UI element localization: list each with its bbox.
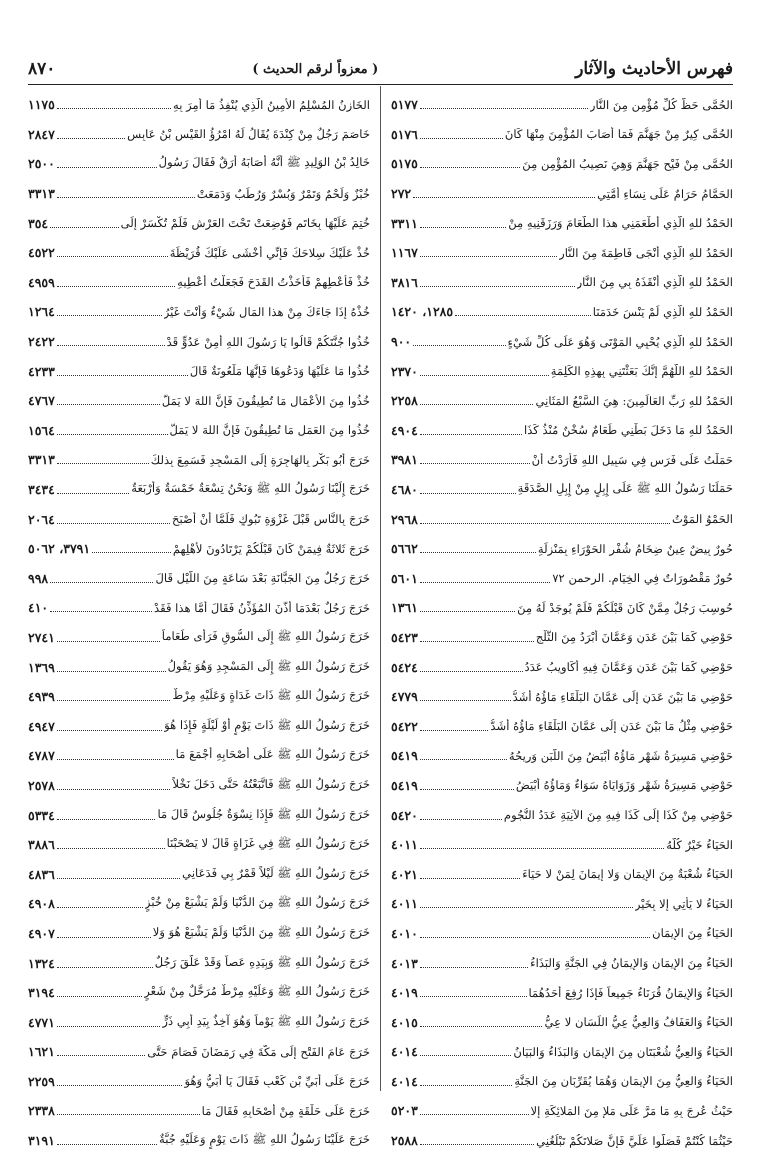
dot-leader	[420, 967, 528, 968]
left-column	[28, 90, 370, 1155]
dot-leader	[57, 1144, 157, 1145]
dot-leader	[57, 1055, 145, 1056]
index-entry	[28, 948, 370, 978]
hadith-text: خَرَجَ رَجُلٌ بَعْدَمَا أَذَّنَ المُؤَذِّنُ فَقَالَ أَمَّا هذا فَقَدْ	[154, 600, 370, 615]
index-entry	[391, 356, 733, 386]
dot-leader	[420, 1114, 529, 1115]
index-entry	[28, 889, 370, 919]
hadith-text: خَالِدُ بْنُ الوَلِيدِ ﷺ أَنَّهُ أَصَابَهُ أَرَقٌ فَقَالَ رَسُولُ	[158, 155, 370, 170]
hadith-text: الحَيَاءُ مِنَ الإِيمَانِ	[652, 926, 733, 941]
hadith-text: الحَيَاءُ خَيْرٌ كُلُّهُ	[666, 837, 733, 852]
index-entry	[28, 534, 370, 564]
index-entry	[28, 327, 370, 357]
hadith-text: خُذْ فَأَعْطِهِمْ فَأَخَذْتُ القَدَحَ فَجَعَلْتُ أُعْطِيهِ	[177, 275, 370, 290]
hadith-text: خَرَجَ إِلَيْنَا رَسُولُ اللهِ ﷺ وَنَحْنُ تِسْعَةٌ خَمْسَةٌ وَأَرْبَعَةٌ	[131, 481, 370, 496]
dot-leader	[420, 167, 520, 168]
hadith-number: ١٥٦٤	[28, 422, 55, 438]
hadith-number: ٢٢٥٨	[391, 393, 418, 409]
hadith-text: الحَمْدُ للهِ الَّذِي أَنْجَى فَاطِمَةَ مِنَ النَّارِ	[559, 245, 733, 260]
hadith-number: ٤٠١١	[391, 837, 418, 853]
dot-leader	[420, 463, 530, 464]
hadith-number: ٤١٠	[28, 600, 49, 616]
hadith-number: ٥١٧٦	[391, 126, 418, 142]
index-entry	[28, 149, 370, 179]
index-entry	[391, 534, 733, 564]
hadith-text: خَرَجَ رَسُولُ اللهِ ﷺ فِي غَزَاةٍ قَالَ لا يَصْحَبْنَا	[166, 836, 370, 851]
dot-leader	[50, 611, 152, 612]
index-entry	[28, 771, 370, 801]
index-entry	[28, 1126, 370, 1155]
hadith-text: الحُمَّى مِنْ فَيْحِ جَهَنَّمَ وَهِيَ نَصِيبُ المُؤْمِنِ مِنَ	[522, 156, 733, 171]
hadith-text: خَرَجَ عَلَى حَلْقَةٍ مِنْ أَصْحَابِهِ فَقَالَ مَا	[201, 1103, 370, 1118]
dot-leader	[420, 789, 514, 790]
index-entry	[28, 120, 370, 150]
hadith-text: خُتِمَ عَلَيْهَا بِخَاتَمٍ فَوُضِعَتْ تَحْتَ العَرْشِ فَلَمْ تُكْسَرْ إِلَى	[120, 216, 370, 231]
dot-leader	[420, 1026, 543, 1027]
hadith-number: ٤٠٢١	[391, 866, 418, 882]
hadith-text: الحَيَاءُ شُعْبَةٌ مِنَ الإِيمَانِ وَلا إِيمَانَ لِمَنْ لا حَيَاءَ	[522, 867, 733, 882]
dot-leader	[57, 848, 165, 849]
dot-leader	[57, 878, 180, 879]
hadith-text: خَرَجَ رَسُولُ اللهِ ﷺ وَعَلَيْهِ مِرْطٌ مُرَحَّلٌ مِنْ شَعْرٍ	[144, 984, 370, 999]
index-entry	[28, 475, 370, 505]
index-entry	[391, 386, 733, 416]
index-entry	[28, 593, 370, 623]
dot-leader	[57, 167, 157, 168]
dot-leader	[57, 523, 170, 524]
dot-leader	[420, 108, 588, 109]
index-entry	[391, 800, 733, 830]
hadith-number: ٤٧٨٧	[28, 748, 55, 764]
hadith-number: ٥٢٠٣	[391, 1103, 418, 1119]
hadith-number: ٢٥٨٨	[391, 1133, 418, 1149]
hadith-text: خُذُوا مِنَ الأَعْمَالِ مَا تُطِيقُونَ فَإِنَّ اللهَ لا يَمَلُّ	[161, 393, 370, 408]
dot-leader	[420, 611, 515, 612]
index-entry	[391, 297, 733, 327]
hadith-text: خَرَجَ رَجُلٌ مِنَ الجَبَّانَةِ بَعْدَ سَاعَةٍ مِنَ اللَّيْلِ قَالَ	[155, 571, 370, 586]
hadith-number: ٤٠١١	[391, 896, 418, 912]
hadith-text: خَرَجَ رَسُولُ اللهِ ﷺ مِنَ الدُّنْيَا وَلَمْ يَشْبَعْ هُوَ وَلا	[152, 924, 370, 939]
dot-leader	[420, 671, 523, 672]
column-divider	[380, 86, 381, 1091]
dot-leader	[57, 434, 168, 435]
index-entry	[391, 889, 733, 919]
index-entry	[28, 830, 370, 860]
index-entry	[28, 90, 370, 120]
hadith-number: ٥١٧٥	[391, 156, 418, 172]
hadith-number: ١٣٦١	[391, 600, 418, 616]
index-entry	[28, 652, 370, 682]
hadith-text: خَرَجَ رَسُولُ اللهِ ﷺ يَوْماً وَهُوَ آخِذٌ بِيَدِ أَبِي ذَرٍّ	[162, 1013, 370, 1028]
hadith-number: ٤٩٣٩	[28, 689, 55, 705]
hadith-number: ٣٣١١	[391, 215, 418, 231]
page-number: ٨٧٠	[28, 59, 56, 79]
hadith-text: خَرَجَ رَسُولُ اللهِ ﷺ عَلَى أَصْحَابِهِ أَجْمَعَ مَا	[175, 747, 370, 762]
right-column	[391, 90, 733, 1155]
index-entry	[391, 327, 733, 357]
index-entry	[391, 238, 733, 268]
hadith-number: ٤٠١٠	[391, 925, 418, 941]
hadith-number: ١٢٨٥، ١٤٢٠	[391, 304, 454, 320]
dot-leader	[420, 256, 557, 257]
hadith-number: ٤٠١٤	[391, 1073, 418, 1089]
index-entry	[28, 1007, 370, 1037]
hadith-text: الحَيَاءُ مِنَ الإِيمَانِ وَالإِيمَانُ فِي الجَنَّةِ وَالبَذَاءُ	[530, 956, 733, 971]
hadith-text: حَوْضِي مَسِيرَةُ شَهْرٍ مَاؤُهُ أَبْيَضُ مِنَ اللَّبَنِ وَرِيحُهُ	[508, 748, 733, 763]
hadith-text: الحُمَّى كِيرٌ مِنْ جَهَنَّمَ فَمَا أَصَابَ المُؤْمِنَ مِنْهَا كَانَ	[504, 127, 733, 142]
dot-leader	[57, 463, 149, 464]
hadith-number: ٩٩٨	[28, 570, 49, 586]
hadith-number: ٤٩٤٧	[28, 718, 55, 734]
hadith-text: خَرَجَ رَسُولُ اللهِ ﷺ ذَاتَ غَدَاةٍ وَعَلَيْهِ مِرْطٌ	[172, 688, 370, 703]
hadith-text: خَرَجَ رَسُولُ اللهِ ﷺ إِلَى المَسْجِدِ وَهُوَ يَقُولُ	[167, 658, 370, 673]
index-entry	[28, 741, 370, 771]
hadith-text: خَرَجَ رَسُولُ اللهِ ﷺ وَبِيَدِهِ عَصاً وَقَدْ عَلَّقَ رَجُلٌ	[154, 954, 370, 969]
index-entry	[391, 208, 733, 238]
dot-leader	[420, 641, 534, 642]
hadith-text: حَوْضِي مَا بَيْنَ عَدَنٍ إِلَى عَمَّانَ البَلْقَاءِ مَاؤُهُ أَشَدُّ	[512, 689, 733, 704]
hadith-text: خُذْهُ إِذَا جَاءَكَ مِنْ هذا المَالِ شَيْءٌ وَأَنْتَ غَيْرُ	[163, 304, 370, 319]
hadith-text: الحَمْدُ للهِ رَبِّ العَالَمِينَ: هِيَ السَّبْعُ المَثَانِي	[535, 393, 733, 408]
index-entry	[28, 416, 370, 446]
index-entry	[391, 711, 733, 741]
index-entry	[391, 771, 733, 801]
hadith-text: حَوْضِي كَمَا بَيْنَ عَدَنٍ وَعَمَّانَ فِيهِ أَكَاوِيبُ عَدَدُ	[524, 660, 733, 675]
hadith-number: ٤٧٦٧	[28, 393, 55, 409]
hadith-text: الحَيَاءُ وَالعِيُّ شُعْبَتَانِ مِنَ الإِيمَانِ وَالبَذَاءُ وَالبَيَانُ	[513, 1044, 733, 1059]
hadith-text: حُوسِبَ رَجُلٌ مِمَّنْ كَانَ قَبْلَكُمْ فَلَمْ يُوجَدْ لَهُ مِنَ	[517, 600, 733, 615]
hadith-text: الحَمْدُ للهِ الَّذِي أَطْعَمَنِي هذا الطَّعَامَ وَرَزَقَنِيهِ مِنْ	[508, 216, 733, 231]
hadith-number: ٤٠١٩	[391, 985, 418, 1001]
index-entry	[28, 919, 370, 949]
hadith-text: خَرَجَ رَسُولُ اللهِ ﷺ إِلَى السُّوقِ فَرَأَى طَعَاماً	[161, 628, 370, 643]
hadith-text: الحَمْدُ للهِ مَا دَخَلَ بَطْنِي طَعَامٌ سُخْنٌ مُنْذُ كَذَا	[523, 423, 733, 438]
hadith-number: ٣٨٨٦	[28, 837, 55, 853]
hadith-number: ٤٠١٤	[391, 1044, 418, 1060]
dot-leader	[420, 138, 503, 139]
hadith-text: الحَمَّامُ حَرَامٌ عَلَى نِسَاءِ أُمَّتِي	[597, 186, 733, 201]
hadith-number: ٢٣٣٨	[28, 1103, 55, 1119]
hadith-number: ٢٠٦٤	[28, 511, 55, 527]
hadith-text: الحَمْدُ للهِ اللَّهُمَّ إِنَّكَ بَعَثْتَنِي بِهذِهِ الكَلِمَةِ	[550, 364, 733, 379]
hadith-text: خُذْ عَلَيْكَ سِلاحَكَ فَإِنِّي أَخْشَى عَلَيْكَ قُرَيْظَةَ	[169, 245, 370, 260]
index-entry	[28, 386, 370, 416]
dot-leader	[57, 286, 175, 287]
hadith-number: ٢٥٠٠	[28, 156, 55, 172]
dot-leader	[420, 375, 549, 376]
dot-leader	[57, 404, 160, 405]
dot-leader	[57, 256, 168, 257]
hadith-number: ٣٧٩١، ٥٠٦٢	[28, 541, 91, 557]
dot-leader	[57, 700, 171, 701]
index-entry	[391, 919, 733, 949]
dot-leader	[420, 523, 670, 524]
hadith-text: الحَيَاءُ لا يَأْتِي إِلا بِخَيْرٍ	[634, 896, 733, 911]
hadith-text: الخَازِنُ المُسْلِمُ الأَمِينُ الَّذِي يُنْفِذُ مَا أُمِرَ بِهِ	[172, 97, 370, 112]
dot-leader	[57, 375, 188, 376]
hadith-text: خَرَجَ ثَلاثَةٌ فِيمَنْ كَانَ قَبْلَكُمْ يَرْتَادُونَ لأَهْلِهِمْ	[172, 541, 370, 556]
dot-leader	[57, 315, 162, 316]
dot-leader	[57, 1026, 161, 1027]
running-title: فهرس الأحاديث والآثار	[575, 59, 733, 79]
dot-leader	[57, 819, 156, 820]
index-entry	[28, 179, 370, 209]
hadith-number: ١٣٢٤	[28, 955, 55, 971]
index-entry	[391, 623, 733, 653]
dot-leader	[420, 937, 650, 938]
index-entry	[28, 564, 370, 594]
dot-leader	[420, 404, 534, 405]
hadith-number: ٤٨٣٦	[28, 866, 55, 882]
hadith-text: خَرَجَ رَسُولُ اللهِ ﷺ لَيْلاً قَمْرٌ بِي فَدَعَانِي	[182, 865, 370, 880]
index-entry	[28, 682, 370, 712]
hadith-text: الحَمْدُ للهِ الَّذِي أَنْقَذَهُ بِي مِنَ النَّارِ	[576, 275, 733, 290]
hadith-text: خَرَجَ رَسُولُ اللهِ ﷺ فَإِذَا نِسْوَةٌ جُلُوسٌ قَالَ مَا	[157, 806, 370, 821]
dot-leader	[420, 759, 507, 760]
hadith-text: خَرَجَ أَبُو بَكْرٍ بِالهَاجِرَةِ إِلَى المَسْجِدِ فَسَمِعَ بِذلكَ	[150, 452, 370, 467]
dot-leader	[57, 641, 160, 642]
hadith-text: الحَيَاءُ وَالعَفَافُ وَالعِيُّ عِيُّ اللِّسَانِ لا عِيُّ	[544, 1015, 733, 1030]
index-entry	[391, 1096, 733, 1126]
index-entry	[391, 741, 733, 771]
running-subtitle: ( معزواً لرقم الحديث )	[252, 61, 379, 77]
hadith-number: ٥٤٢٣	[391, 629, 418, 645]
hadith-number: ٢٧٤١	[28, 629, 55, 645]
dot-leader	[50, 582, 153, 583]
dot-leader	[420, 227, 506, 228]
index-entry	[391, 179, 733, 209]
dot-leader	[455, 315, 591, 316]
index-entry	[391, 1126, 733, 1155]
hadith-number: ٥٣٣٤	[28, 807, 55, 823]
dot-leader	[420, 1144, 534, 1145]
dot-leader	[57, 967, 153, 968]
index-entry	[391, 682, 733, 712]
hadith-number: ٥٦٠١	[391, 570, 418, 586]
hadith-text: خَرَجَ رَسُولُ اللهِ ﷺ مِنَ الدُّنْيَا وَلَمْ يَشْبَعْ مِنْ خُبْزٍ	[144, 895, 370, 910]
hadith-text: حَيْثُمَا كُنْتُمْ فَصَلُّوا عَلَيَّ فَإِنَّ صَلاتَكُمْ تَبْلُغُنِي	[536, 1133, 733, 1148]
hadith-text: حَوْضِي مِثْلُ مَا بَيْنَ عَدَنٍ إِلَى عَمَّانَ البَلْقَاءِ مَاؤُهُ أَشَدُّ	[490, 719, 733, 734]
dot-leader	[57, 937, 151, 938]
index-entry	[391, 564, 733, 594]
index-entry	[28, 1096, 370, 1126]
index-entry	[28, 445, 370, 475]
hadith-number: ٤٠١٥	[391, 1014, 418, 1030]
dot-leader	[57, 197, 195, 198]
hadith-number: ٤٥٢٢	[28, 245, 55, 261]
hadith-number: ٣٣١٣	[28, 186, 55, 202]
hadith-text: حَوْضِي مِنْ كَذَا إِلَى كَذَا فِيهِ مِنَ الآنِيَةِ عَدَدُ النُّجُومِ	[503, 808, 733, 823]
hadith-number: ٤٢٣٣	[28, 363, 55, 379]
hadith-number: ٣٩٨١	[391, 452, 418, 468]
hadith-number: ٣١٩١	[28, 1133, 55, 1149]
dot-leader	[420, 848, 664, 849]
index-entry	[391, 652, 733, 682]
hadith-number: ٢٩٦٨	[391, 511, 418, 527]
hadith-text: حَمَلَنَا رَسُولُ اللهِ ﷺ عَلَى إِبِلٍ مِنْ إِبِلِ الصَّدَقَةِ	[517, 481, 733, 496]
dot-leader	[57, 789, 171, 790]
dot-leader	[420, 819, 502, 820]
hadith-number: ٤٧٧١	[28, 1014, 55, 1030]
index-entry	[391, 120, 733, 150]
hadith-number: ٣٥٤	[28, 215, 49, 231]
hadith-text: خُبْزٌ وَلَحْمٌ وَتَمْرٌ وَبُسْرٌ وَرُطَبٌ وَدَمَعَتْ	[196, 186, 370, 201]
hadith-number: ٣٤٣٤	[28, 482, 55, 498]
index-entry	[28, 978, 370, 1008]
hadith-text: الحَمْوُ المَوْتُ	[672, 512, 733, 527]
hadith-number: ٤٩٠٧	[28, 925, 55, 941]
dot-leader	[413, 345, 505, 346]
index-entry	[391, 1067, 733, 1097]
hadith-number: ٤٠١٣	[391, 955, 418, 971]
hadith-number: ١٣٦٩	[28, 659, 55, 675]
hadith-text: حَيْثُ عُرِجَ بِهِ مَا مَرَّ عَلَى مَلإٍ مِنَ المَلائِكَةِ إِلا	[530, 1103, 733, 1118]
dot-leader	[420, 582, 550, 583]
index-entry	[391, 948, 733, 978]
hadith-text: حُورٌ مَقْصُورَاتٌ فِي الخِيَامِ. الرحمن ٧٢	[552, 571, 733, 586]
hadith-number: ٥٤٢٢	[391, 718, 418, 734]
hadith-text: الحُمَّى حَظُّ كُلِّ مُؤْمِنٍ مِنَ النَّارِ	[589, 97, 733, 112]
index-entry	[391, 978, 733, 1008]
dot-leader	[57, 907, 143, 908]
hadith-text: حَوْضِي مَسِيرَةُ شَهْرٍ وَزَوَايَاهُ سَوَاءٌ وَمَاؤُهُ أَبْيَضُ	[515, 778, 733, 793]
hadith-text: الحَمْدُ للهِ الَّذِي لَمْ يَنْسَ خَدَمَنَا	[592, 304, 733, 319]
index-entry	[391, 830, 733, 860]
dot-leader	[92, 552, 171, 553]
hadith-text: خُذُوا مِنَ العَمَلِ مَا تُطِيقُونَ فَإِنَّ اللهَ لا يَمَلُّ	[169, 423, 370, 438]
header-rule	[28, 84, 733, 85]
hadith-text: خُذُوا مَا عَلَيْهَا وَدَعُوهَا فَإِنَّهَا مَلْعُونَةٌ قَالَ	[189, 364, 370, 379]
hadith-number: ١١٦٧	[391, 245, 418, 261]
dot-leader	[420, 434, 522, 435]
hadith-number: ٢٤٢٢	[28, 334, 55, 350]
hadith-text: خَاصَمَ رَجُلٌ مِنْ كِنْدَةَ يُقَالُ لَهُ امْرُؤُ القَيْسِ بْنُ عَابِسٍ	[127, 127, 370, 142]
hadith-text: خَرَجَ رَسُولُ اللهِ ﷺ ذَاتَ يَوْمٍ أَوْ لَيْلَةٍ فَإِذَا هُوَ	[164, 717, 370, 732]
index-entry	[28, 504, 370, 534]
dot-leader	[420, 493, 516, 494]
hadith-number: ٤٩٥٩	[28, 274, 55, 290]
index-entry	[28, 297, 370, 327]
hadith-number: ٣٨١٦	[391, 274, 418, 290]
index-entry	[391, 593, 733, 623]
dot-leader	[57, 1085, 183, 1086]
hadith-text: الحَيَاءُ وَالإِيمَانُ قُرَنَاءُ جَمِيعاً فَإِذَا رُفِعَ أَحَدُهُمَا	[528, 985, 733, 1000]
index-entry	[28, 711, 370, 741]
index-entry	[28, 1037, 370, 1067]
page-header	[28, 54, 733, 84]
index-entry	[391, 1037, 733, 1067]
hadith-text: الحَيَاءُ وَالعِيُّ مِنَ الإِيمَانِ وَهُمَا يُقَرِّبَانِ مِنَ الجَنَّةِ	[514, 1074, 733, 1089]
dot-leader	[420, 552, 536, 553]
dot-leader	[57, 1114, 200, 1115]
hadith-number: ٥٦٦٢	[391, 541, 418, 557]
index-entry	[28, 356, 370, 386]
hadith-number: ٣٣١٣	[28, 452, 55, 468]
dot-leader	[50, 227, 118, 228]
hadith-text: خَرَجَ عَلَى أُبَيِّ بْنِ كَعْبٍ فَقَالَ يَا أُبَيُّ وَهُوَ	[184, 1074, 370, 1089]
hadith-number: ٤٦٨٠	[391, 482, 418, 498]
hadith-text: خُذُوا جُنَّتَكُمْ قَالُوا يَا رَسُولَ اللهِ أَمِنْ عَدُوٍّ قَدْ	[166, 334, 370, 349]
index-entry	[391, 90, 733, 120]
hadith-number: ١١٧٥	[28, 97, 55, 113]
dot-leader	[57, 759, 174, 760]
dot-leader	[420, 700, 511, 701]
dot-leader	[413, 197, 595, 198]
dot-leader	[57, 671, 166, 672]
dot-leader	[420, 878, 520, 879]
hadith-text: حَمَلْتُ عَلَى فَرَسٍ فِي سَبِيلِ اللهِ فَأَرَدْتُ أَنْ	[531, 452, 733, 467]
dot-leader	[420, 730, 489, 731]
hadith-text: حُورٌ بِيضٌ عِينٌ ضِخَامُ شُفْرِ الحَوْرَاءِ بِمَنْزِلَةِ	[537, 541, 733, 556]
index-entry	[28, 208, 370, 238]
hadith-number: ٢٨٤٧	[28, 126, 55, 142]
hadith-number: ٢٢٥٩	[28, 1073, 55, 1089]
dot-leader	[57, 108, 171, 109]
dot-leader	[420, 1055, 511, 1056]
index-entry	[391, 475, 733, 505]
hadith-number: ٤٧٧٩	[391, 689, 418, 705]
hadith-number: ٤٩٠٤	[391, 422, 418, 438]
dot-leader	[57, 138, 125, 139]
dot-leader	[57, 996, 142, 997]
index-entry	[391, 416, 733, 446]
dot-leader	[57, 493, 129, 494]
hadith-text: خَرَجَ بِالنَّاسِ قَبْلَ غَزْوَةِ تَبُوكٍ فَلَمَّا أَنْ أَصْبَحَ	[172, 512, 370, 527]
hadith-text: خَرَجَ عَلَيْنَا رَسُولُ اللهِ ﷺ ذَاتَ يَوْمٍ وَعَلَيْهِ جُبَّةٌ	[159, 1132, 370, 1147]
index-entry	[391, 149, 733, 179]
hadith-number: ٢٧٢	[391, 186, 412, 202]
index-entry	[28, 1067, 370, 1097]
dot-leader	[420, 286, 575, 287]
index-entry	[28, 800, 370, 830]
dot-leader	[420, 996, 527, 997]
hadith-number: ٤٩٠٨	[28, 896, 55, 912]
hadith-text: الحَمْدُ للهِ الَّذِي يُحْيِي المَوْتَى وَهُوَ عَلَى كُلِّ شَيْءٍ	[507, 334, 733, 349]
hadith-number: ٥٤٢٤	[391, 659, 418, 675]
dot-leader	[57, 345, 165, 346]
index-entry	[391, 445, 733, 475]
dot-leader	[57, 730, 162, 731]
hadith-number: ٢٣٧٠	[391, 363, 418, 379]
index-entry	[28, 238, 370, 268]
hadith-text: خَرَجَ رَسُولُ اللهِ ﷺ فَاتَّبَعْتُهُ حَتَّى دَخَلَ نَخْلاً	[172, 776, 370, 791]
index-entry	[391, 1007, 733, 1037]
hadith-number: ١٢٦٤	[28, 304, 55, 320]
hadith-text: خَرَجَ عَامَ الفَتْحِ إِلَى مَكَّةَ فِي رَمَضَانَ فَصَامَ حَتَّى	[147, 1044, 370, 1059]
hadith-number: ٥٤١٩	[391, 748, 418, 764]
index-entry	[28, 268, 370, 298]
index-entry	[391, 268, 733, 298]
dot-leader	[420, 907, 633, 908]
hadith-text: حَوْضِي كَمَا بَيْنَ عَدَنٍ وَعَمَّانَ أَبْرَدُ مِنَ الثَّلْجِ	[535, 630, 733, 645]
hadith-number: ٥٤٢٠	[391, 807, 418, 823]
index-entry	[28, 859, 370, 889]
hadith-number: ٥١٧٧	[391, 97, 418, 113]
hadith-number: ٢٥٧٨	[28, 777, 55, 793]
dot-leader	[420, 1085, 512, 1086]
hadith-number: ١٦٢١	[28, 1044, 55, 1060]
index-entry	[28, 623, 370, 653]
hadith-number: ٥٤١٩	[391, 777, 418, 793]
index-entry	[391, 504, 733, 534]
hadith-number: ٣١٩٤	[28, 985, 55, 1001]
index-entry	[391, 859, 733, 889]
hadith-number: ٩٠٠	[391, 334, 412, 350]
